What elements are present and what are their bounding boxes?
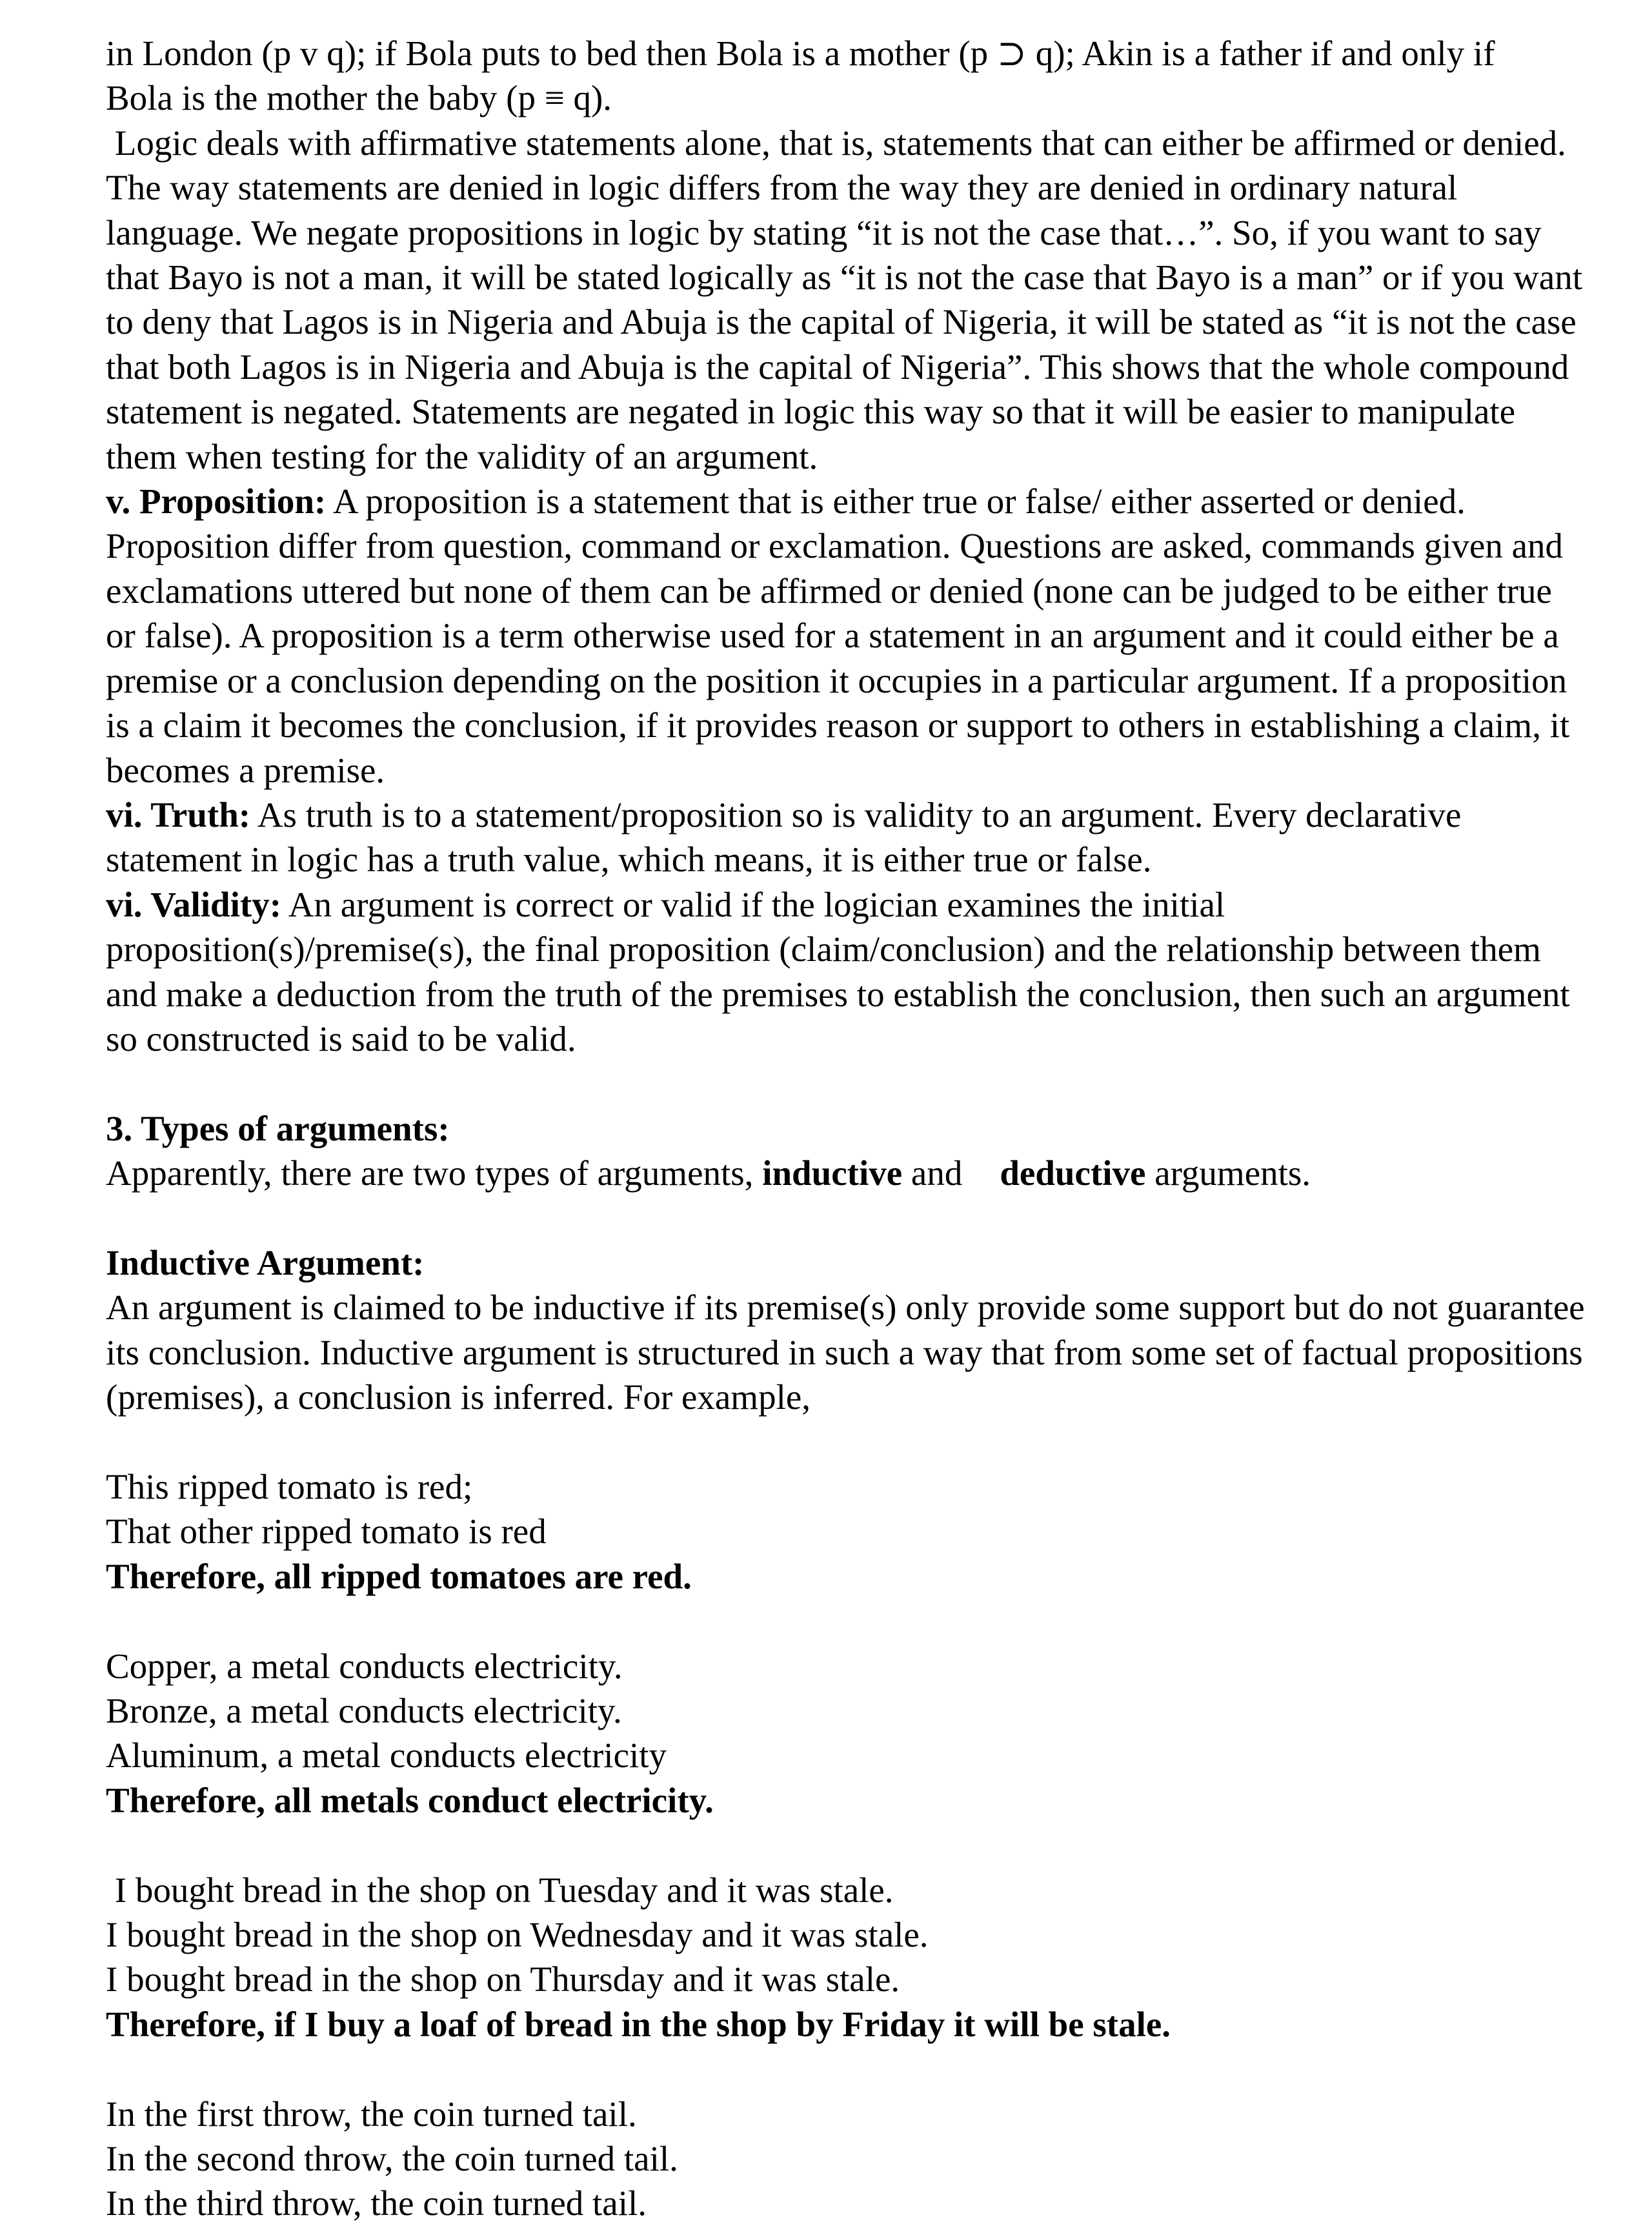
example-premise: That other ripped tomato is red	[106, 1512, 547, 1552]
spacer	[106, 1599, 1590, 1643]
inductive-term: inductive	[762, 1153, 903, 1193]
validity-text: An argument is correct or valid if the logician examines the initial proposition(s)/premise(s), the final proposition (claim/conclusion) and the relationship between them and make a deduction from the truth of the premises to establish the conclusion, then such an argument so constructed is said to be valid.	[106, 884, 1570, 1058]
truth-text: As truth is to a statement/proposition so is validity to an argument. Every declarative statement in logic has a truth value, which means, it is either true or false.	[106, 794, 1462, 880]
example-conclusion: Therefore, all metals conduct electricity.	[106, 1780, 714, 1820]
inductive-paragraph: An argument is claimed to be inductive if its premise(s) only provide some support but do not guarantee its conclusion. Inductive argument is structured in such a way that from some set of factual propositions (premises), a conclusion is inferred. For example,	[106, 1288, 1585, 1417]
example-metal	[106, 1644, 1590, 1823]
proposition-paragraph	[106, 479, 1590, 793]
truth-term: vi. Truth:	[106, 794, 251, 835]
types-text-and: and	[902, 1153, 963, 1193]
proposition-text: A proposition is a statement that is either true or false/ either asserted or denied. Proposition differ from question, command or exclamation. Questions are asked, commands given and exclamations uttered but none of them can be affirmed or denied (none can be judged to be either true or false). A proposition is a term otherwise used for a statement in an argument and it could either be a premise or a conclusion depending on the position it occupies in a particular argument. If a proposition is a claim it becomes the conclusion, if it provides reason or support to others in establishing a claim, it becomes a premise.	[106, 481, 1570, 790]
validity-paragraph	[106, 882, 1590, 1062]
example-conclusion: Therefore, all ripped tomatoes are red.	[106, 1556, 692, 1596]
intro-line-1: in London (p v q); if Bola puts to bed then Bola is a mother (p ⊃ q); Akin is a father if and only if	[106, 34, 1495, 73]
example-premise: I bought bread in the shop on Wednesday and it was stale.	[106, 1914, 929, 1954]
example-conclusion: Therefore, if I buy a loaf of bread in the shop by Friday it will be stale.	[106, 2004, 1171, 2044]
negation-paragraph: Logic deals with affirmative statements alone, that is, statements that can either be affirmed or denied. The way statements are denied in logic differs from the way they are denied in ordinary natural language. We negate propositions in logic by stating “it is not the case that…”. So, if you want to say that Bayo is not a man, it will be stated logically as “it is not the case that Bayo is a man” or if you want to deny that Lagos is in Nigeria and Abuja is the capital of Nigeria, it will be stated as “it is not the case that both Lagos is in Nigeria and Abuja is the capital of Nigeria”. This shows that the whole compound statement is negated. Statements are negated in logic this way so that it will be easier to manipulate them when testing for the validity of an argument.	[106, 123, 1591, 476]
example-premise: In the second throw, the coin turned tail.	[106, 2139, 678, 2178]
inductive-heading: Inductive Argument:	[106, 1242, 425, 1282]
validity-term: vi. Validity:	[106, 884, 282, 924]
document-page	[106, 31, 1590, 2226]
types-heading: 3. Types of arguments:	[106, 1108, 450, 1148]
spacer	[106, 1420, 1590, 1464]
spacer	[106, 1196, 1590, 1240]
example-premise: This ripped tomato is red;	[106, 1466, 473, 1506]
types-paragraph	[106, 1151, 1590, 1195]
example-premise: Bronze, a metal conducts electricity.	[106, 1690, 622, 1730]
types-text-after: arguments.	[1145, 1153, 1311, 1193]
example-bread	[106, 1868, 1590, 2047]
example-premise: I bought bread in the shop on Thursday and it was stale.	[106, 1959, 900, 1999]
example-premise: I bought bread in the shop on Tuesday and it was stale.	[106, 1870, 894, 1910]
spacer	[106, 1061, 1590, 1106]
example-coin	[106, 2092, 1590, 2226]
spacer	[106, 2047, 1590, 2091]
example-premise: Aluminum, a metal conducts electricity	[106, 1735, 667, 1776]
deductive-term: deductive	[1000, 1153, 1146, 1193]
spacer	[106, 1823, 1590, 1867]
example-premise: Copper, a metal conducts electricity.	[106, 1646, 623, 1686]
example-tomato	[106, 1464, 1590, 1599]
example-premise: In the third throw, the coin turned tail.	[106, 2183, 647, 2223]
types-text-before: Apparently, there are two types of arguments,	[106, 1153, 763, 1193]
truth-paragraph	[106, 793, 1590, 882]
example-premise: In the first throw, the coin turned tail.	[106, 2094, 637, 2134]
proposition-term: v. Proposition:	[106, 481, 327, 521]
intro-line-2: Bola is the mother the baby (p ≡ q).	[106, 78, 612, 118]
